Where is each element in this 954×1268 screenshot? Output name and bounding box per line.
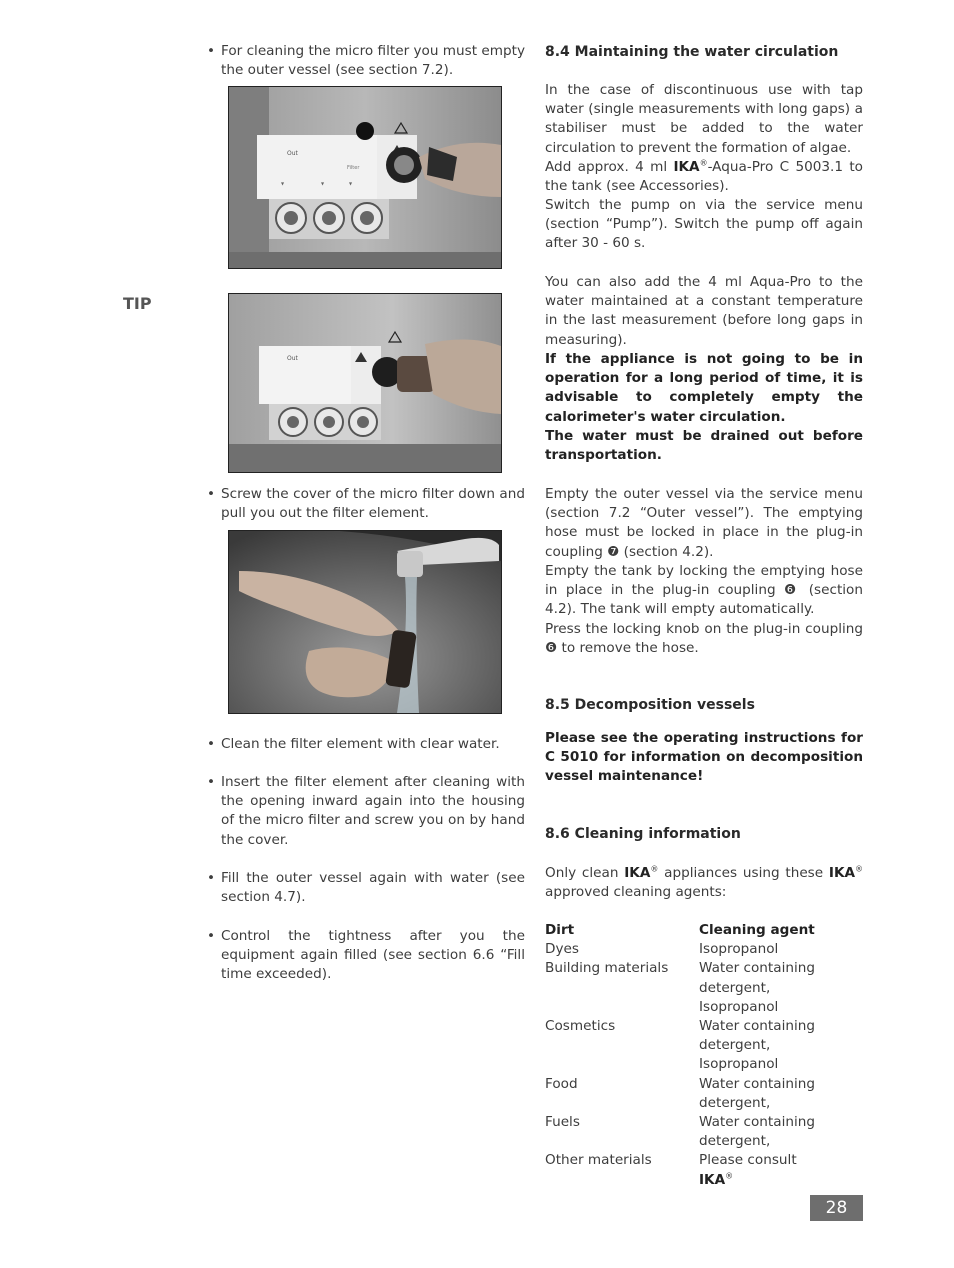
svg-text:▼: ▼ bbox=[349, 181, 353, 186]
agent-cell: Water containing detergent, bbox=[699, 1114, 815, 1150]
svg-text:Out: Out bbox=[287, 355, 298, 362]
table-row bbox=[545, 1075, 819, 1113]
photo-filter-element-removal bbox=[228, 293, 502, 473]
svg-text:Out: Out bbox=[287, 150, 298, 157]
agent-cell: Water containing detergent, Isopropanol bbox=[699, 960, 815, 1015]
section84-para-2: Add approx. 4 ml IKA®-Aqua-Pro C 5003.1 to the tank (see Accessories). bbox=[545, 158, 863, 195]
section86-intro: Only clean IKA® appliances using these IKA® approved cleaning agents: bbox=[545, 864, 864, 901]
bullet-insert-filter: • Insert the filter element after cleaning with the opening inward again into the housing of the micro filter and screw you on by hand the cover. bbox=[207, 773, 525, 850]
section84-para-6: Empty the tank by locking the emptying hose in place in the plug-in coupling ❻ (section 4.2). The tank will empty automatically. bbox=[545, 563, 863, 618]
dirt-cell: Other materials bbox=[545, 1152, 652, 1169]
bullet-screw-cover: • Screw the cover of the micro filter down and pull you out the filter element. bbox=[207, 485, 525, 523]
agent-cell: Isopropanol bbox=[699, 941, 779, 958]
photo-micro-filter-cover bbox=[228, 86, 502, 269]
section84-para-4: You can also add the 4 ml Aqua-Pro to the water maintained at a constant temperature in the last measurement (before long gaps in measuring). bbox=[545, 274, 863, 348]
dirt-cell: Dyes bbox=[545, 941, 579, 958]
dirt-cell: Fuels bbox=[545, 1114, 580, 1131]
cleaning-agents-table bbox=[545, 921, 863, 1190]
dirt-cell: Cosmetics bbox=[545, 1018, 616, 1035]
photo-clean-filter-water bbox=[228, 530, 502, 714]
col-header-agent: Cleaning agent bbox=[699, 922, 815, 938]
dirt-cell: Food bbox=[545, 1075, 578, 1092]
section84-para-5: Empty the outer vessel via the service menu (section 7.2 “Outer vessel”). The emptying hose must be locked in place in the plug-in coupling ❼ (section 4.2). bbox=[545, 486, 863, 560]
agent-cell: Water containing detergent, Isopropanol bbox=[699, 1018, 815, 1073]
table-row bbox=[545, 1017, 819, 1075]
bullet-clean-filter: • Clean the filter element with clear water. bbox=[207, 735, 525, 754]
section84-para-7: Press the locking knob on the plug-in coupling ❻ to remove the hose. bbox=[545, 621, 863, 657]
bullet-control-tightness: • Control the tightness after you the equipment again filled (see section 6.6 “Fill time exceeded). bbox=[207, 927, 525, 985]
bullet-empty-outer-vessel: • For cleaning the micro filter you must empty the outer vessel (see section 7.2). bbox=[207, 42, 525, 80]
table-row bbox=[545, 1113, 819, 1151]
section84-para-1: In the case of discontinuous use with tap water (single measurements with long gaps) a stabiliser must be added to the water circulation to prevent the formation of algae. bbox=[545, 82, 863, 156]
agent-cell: Please consult IKA® bbox=[699, 1152, 797, 1188]
agent-cell: Water containing detergent, bbox=[699, 1075, 815, 1111]
tip-label: TIP bbox=[123, 294, 152, 313]
svg-text:▼: ▼ bbox=[321, 181, 325, 186]
svg-text:▼: ▼ bbox=[281, 181, 285, 186]
dirt-cell: Building materials bbox=[545, 960, 669, 977]
section84-warning-2: The water must be drained out before transportation. bbox=[545, 428, 863, 464]
table-row bbox=[545, 1151, 819, 1189]
svg-text:Filter: Filter bbox=[347, 165, 360, 171]
col-header-dirt: Dirt bbox=[545, 922, 575, 938]
heading-8-4: 8.4 Maintaining the water circulation bbox=[545, 44, 839, 60]
heading-8-5: 8.5 Decomposition vessels bbox=[545, 697, 755, 713]
section84-warning-1: If the appliance is not going to be in operation for a long period of time, it is advisable to completely empty the calorimeter's water circulation. bbox=[545, 351, 863, 425]
bullet-fill-outer-vessel: • Fill the outer vessel again with water (see section 4.7). bbox=[207, 869, 525, 907]
table-row bbox=[545, 940, 819, 959]
heading-8-6: 8.6 Cleaning information bbox=[545, 826, 741, 842]
section84-para-3: Switch the pump on via the service menu (section “Pump”). Switch the pump off again after 30 - 60 s. bbox=[545, 197, 863, 252]
section85-note: Please see the operating instructions for C 5010 for information on decomposition vessel maintenance! bbox=[545, 730, 863, 785]
table-row bbox=[545, 959, 819, 1017]
table-header-row bbox=[545, 921, 819, 940]
page-number: 28 bbox=[810, 1195, 863, 1221]
